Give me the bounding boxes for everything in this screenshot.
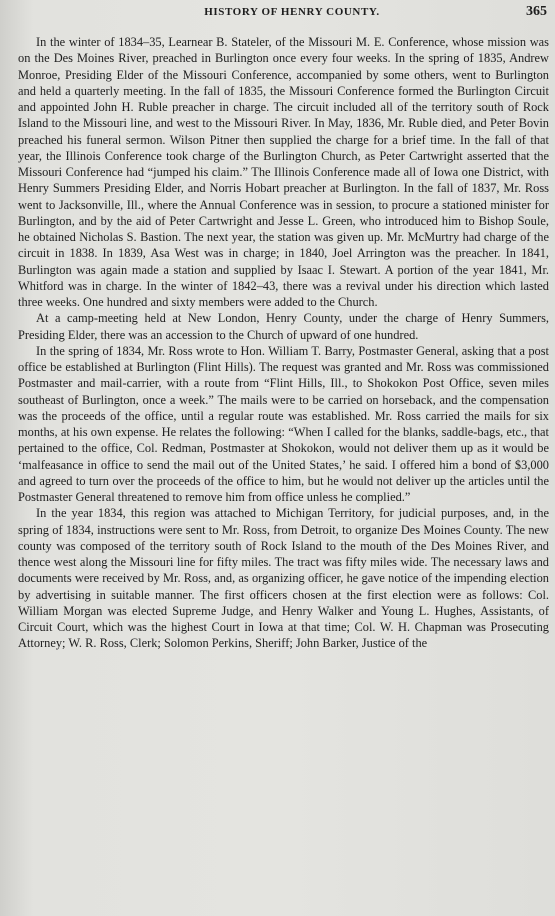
paragraph-post-office: In the spring of 1834, Mr. Ross wrote to Hon. William T. Barry, Postmaster General, asking that a post office be established at Burlington (Flint Hills). The request was granted and Mr. Ross was commissioned Postmaster and mail-carrier, with a route from “Flint Hills, Ill., to Shokokon Post Office, seven miles southeast of Burlington, once a week.” The mails were to be carried on horseback, and the compensation was the proceeds of the office, until a regular route was established. Mr. Ross carried the mails for six months, at his own expense. He relates the following: “When I called for the blanks, saddle-bags, etc., that pertained to the office, Col. Redman, Postmaster at Shokokon, would not deliver them up as it would be ‘malfeasance in office to send the mail out of the United States,’ he said. I offered him a bond of $3,000 and agreed to turn over the proceeds of the office to him, but he would not deliver up the articles until the Postmaster General threatened to remove him from office unless he complied.” <box>18 343 549 504</box>
paragraph-des-moines-county: In the year 1834, this region was attached to Michigan Territory, for judicial purposes, and, in the spring of 1834, instructions were sent to Mr. Ross, from Detroit, to organize Des Moines County. The new county was composed of the territory south of Rock Island to the mouth of the Des Moines River, and thence west along the Missouri line for fifty miles. The tract was fifty miles wide. The necessary laws and documents were received by Mr. Ross, and, as organizing officer, he gave notice of the impending election by advertising in suitable manner. The first officers chosen at the first election were as follows: Col. William Morgan was elected Supreme Judge, and Henry Walker and Young L. Hughes, Assistants, of Circuit Court, which was the highest Court in Iowa at that time; Col. W. H. Chapman was Prosecuting Attorney; W. R. Ross, Clerk; Solomon Perkins, Sheriff; John Barker, Justice of the <box>18 506 549 651</box>
page-number: 365 <box>526 4 547 19</box>
running-head <box>18 4 549 28</box>
running-title: HISTORY OF HENRY COUNTY. <box>204 6 380 18</box>
paragraph-methodist-conference: In the winter of 1834–35, Learnear B. Stateler, of the Missouri M. E. Conference, whose mission was on the Des Moines River, preached in Burlington once every four weeks. In the spring of 1835, Andrew Monroe, Presiding Elder of the Missouri Conference, accompanied by some others, went to Burlington and held a quarterly meeting. In the fall of 1835, the Missouri Conference formed the Burlington Circuit and appointed John H. Ruble preacher in charge. The circuit included all of the territory south of Rock Island to the Missouri line, and west to the Missouri River. In May, 1836, Mr. Ruble died, and Peter Bovin preached his funeral sermon. Wilson Pitner then supplied the charge for a brief time. In the fall of that year, the Illinois Conference took charge of the Burlington Church, as Peter Cartwright asserted that the Missouri Conference had “jumped his claim.” The Illinois Conference made all of Iowa one District, with Henry Summers Presiding Elder, and Norris Hobart preacher at Burlington. In the fall of 1837, Mr. Ross went to Jacksonville, Ill., where the Annual Conference was in session, to procure a stationed minister for Burlington, and by the aid of Peter Cartwright and Jesse L. Green, who introduced him to Bishop Soule, he obtained Nicholas S. Bastion. The next year, the station was given up. Mr. McMurtry had charge of the circuit in 1838. In 1839, Asa West was in charge; in 1840, Joel Arrington was the preacher. In 1841, Burlington was again made a station and supplied by Isaac I. Stewart. A portion of the year 1841, Mr. Whitford was in charge. In the winter of 1842–43, there was a revival under his direction which lasted three weeks. One hundred and sixty members were added to the Church. <box>18 35 549 309</box>
paragraph-camp-meeting: At a camp-meeting held at New London, Henry County, under the charge of Henry Summers, Presiding Elder, there was an accession to the Church of upward of one hundred. <box>18 311 549 342</box>
body-text <box>18 34 549 652</box>
